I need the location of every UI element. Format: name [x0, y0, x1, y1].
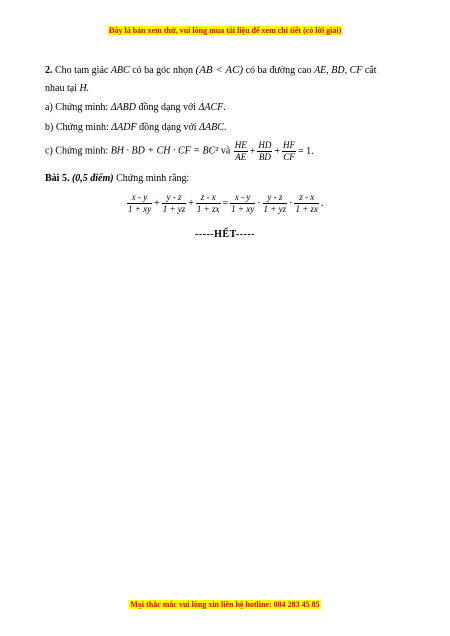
problem-5-title: Bài 5.: [45, 173, 70, 184]
altitudes: AE, BD, CF: [314, 65, 363, 76]
part-a: a) Chứng minh: ΔABD đồng dạng với ΔACF.: [45, 102, 226, 113]
part-b: b) Chứng minh: ΔADF đồng dạng với ΔABC.: [45, 122, 227, 133]
problem-2-intro-cont: nhau tại H.: [45, 83, 90, 94]
lhs-fraction-1: $\frac{x - y}{1 + xy}$: [128, 192, 152, 214]
triangle-name: ABC: [110, 65, 130, 76]
end-mark: -----HẾT-----: [194, 229, 255, 240]
fraction-hd-bd: $\frac{HD}{BD}$: [258, 140, 272, 162]
orthocenter: H.: [79, 83, 90, 94]
rhs-fraction-1: $\frac{x - y}{1 + xy}$: [231, 192, 255, 214]
rhs-fraction-2: $\frac{y - z}{1 + yz}$: [263, 192, 287, 214]
lhs-fraction-2: $\frac{y - z}{1 + yz}$: [162, 192, 186, 214]
preview-banner: Đây là bản xem thử, vui lòng mua tài liệu để xem chi tiết (có lời giải): [108, 26, 342, 35]
problem-5-points: (0,5 điểm): [71, 173, 114, 184]
problem-2-intro: 2. Cho tam giác ABC có ba góc nhọn (AB < AC) có ba đường cao AE, BD, CF cắt: [45, 64, 377, 76]
condition: (AB < AC): [195, 64, 244, 76]
fraction-hf-cf: $\frac{HF}{CF}$: [283, 140, 296, 162]
problem-5-equation: $\frac{x - y}{1 + xy}$ + $\frac{y - z}{1 + yz}$ + $\frac{z - x}{1 + zx}$ = $\frac{x - y}{1 + xy}$ · $\frac{y - z}{1 + yz}$ · $\frac{z - x}{1 + zx}$ .: [128, 192, 324, 214]
problem-5-heading: Bài 5. (0,5 điểm) Chứng minh rằng:: [45, 173, 190, 184]
problem-number: 2.: [45, 65, 53, 76]
rhs-fraction-3: $\frac{z - x}{1 + zx}$: [295, 192, 319, 214]
lhs-fraction-3: $\frac{z - x}{1 + zx}$: [196, 192, 220, 214]
part-c: c) Chứng minh: BH · BD + CH · CF = BC² và $\frac{HE}{AE}$ + $\frac{HD}{BD}$ + $\frac{HF}{CF}$ = 1.: [45, 140, 314, 162]
fraction-he-ae: $\frac{HE}{AE}$: [234, 140, 247, 162]
hotline-banner: Mọi thắc mắc vui lòng xin liên hệ hotline: 084 283 45 85: [130, 600, 320, 609]
identity-expression: BH · BD + CH · CF = BC²: [110, 145, 219, 157]
